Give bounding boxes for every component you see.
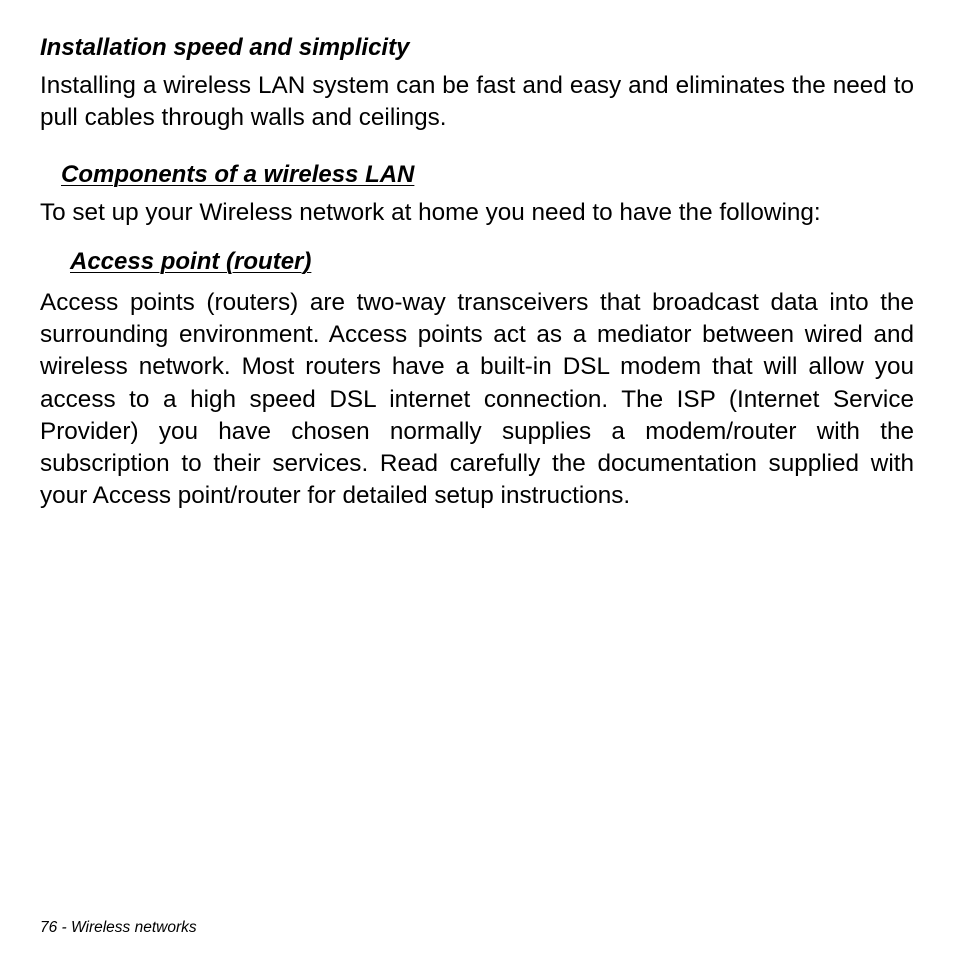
access-point-heading-text: Access point (router) <box>70 248 312 275</box>
components-paragraph: To set up your Wireless network at home you need to have the following: <box>40 199 821 226</box>
access-point-heading <box>70 246 944 278</box>
installation-heading: Installation speed and simplicity <box>40 34 410 61</box>
page-footer: 76 - Wireless networks <box>40 919 197 936</box>
components-heading <box>61 159 935 191</box>
access-point-paragraph: Access points (routers) are two-way transceivers that broadcast data into the surrounding environment. Access points act as a mediator between wired and wireless network. Most routers have a built-in DSL modem that will allow you access to a high speed DSL internet connection. The ISP (Internet Service Provider) you have chosen normally supplies a modem/router with the subscription to their services. Read carefully the documentation supplied with your Access point/router for detailed setup instructions. <box>40 289 914 510</box>
components-heading-text: Components of a wireless LAN <box>61 161 415 188</box>
installation-paragraph: Installing a wireless LAN system can be fast and easy and eliminates the need to pull cables through walls and ceilings. <box>40 72 914 132</box>
